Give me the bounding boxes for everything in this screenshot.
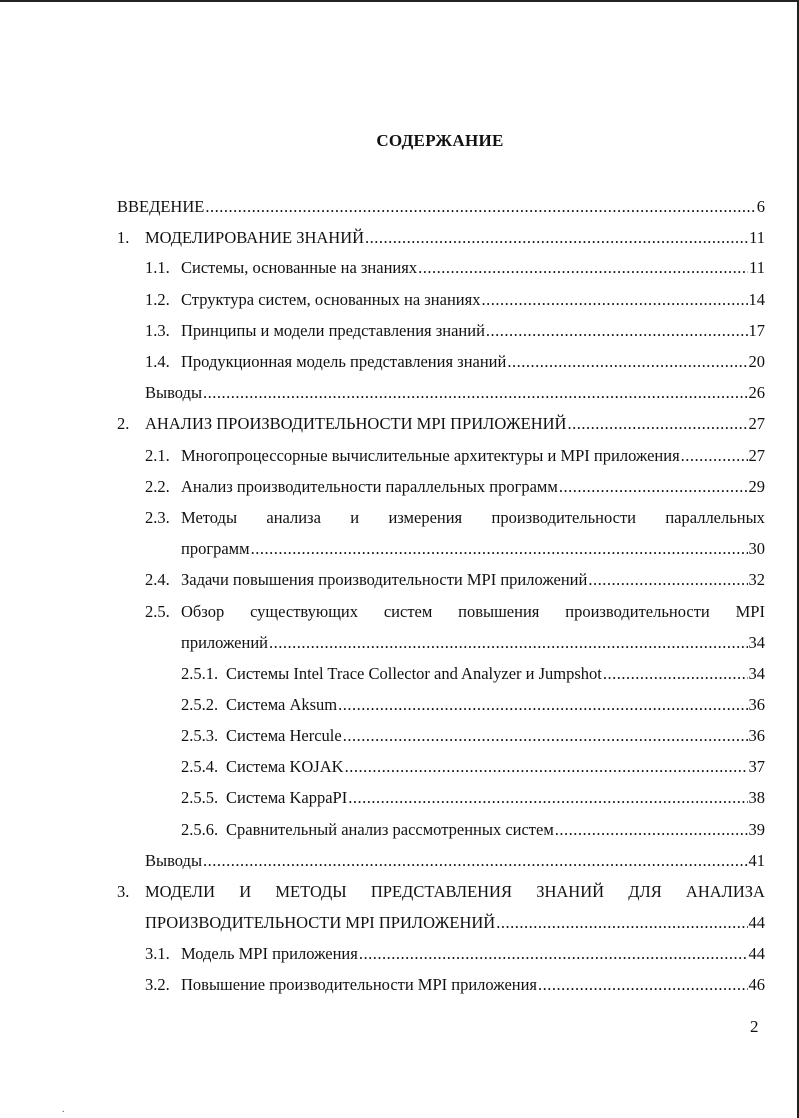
toc-entry [181,975,765,995]
toc-entry-page: 44 [748,944,765,963]
toc-entry [117,197,765,217]
toc-entry-page: 36 [748,726,765,745]
page-title: СОДЕРЖАНИЕ [376,131,504,150]
toc-entry-page: 29 [748,477,765,496]
toc-entry-page: 27 [748,446,765,465]
dot-leader [251,539,748,559]
toc-entry [181,290,765,310]
toc-entry-page: 39 [748,820,765,839]
dot-leader [588,570,747,590]
toc-entry-title: Системы, основанные на знаниях [181,258,418,277]
toc-entry-word: И [239,882,252,901]
toc-entry-title: Повышение производительности MPI приложения [181,975,538,994]
dot-leader [205,197,755,217]
toc-entry-title: Система Aksum [226,695,338,714]
toc-entry-number: 3.1. [145,944,170,963]
toc-entry-word: систем [383,602,433,621]
toc-entry-number: 2. [117,414,130,433]
toc-entry [181,321,765,341]
toc-entry-title-continuation: программ [181,539,250,558]
toc-entry [181,539,765,559]
toc-entry [226,664,765,684]
toc-entry-number: 2.5.4. [181,757,219,776]
scan-mark: . [62,1104,65,1115]
toc-entry-page: 30 [748,539,765,558]
toc-entry-number: 2.5.3. [181,726,219,745]
dot-leader [567,414,747,434]
toc-entry-page: 14 [748,290,765,309]
toc-entry-title: Выводы [145,383,203,402]
toc-entry [226,788,765,808]
dot-leader [507,352,747,372]
toc-entry-word: MPI [735,602,765,621]
dot-leader [343,726,748,746]
toc-entry-word: и [350,508,360,527]
toc-entry-page: 32 [748,570,765,589]
toc-entry-word: ПРЕДСТАВЛЕНИЯ [370,882,512,901]
toc-entry-title-line [181,508,765,528]
toc-entry-title-line [145,882,765,902]
toc-entry-page: 20 [748,352,765,371]
toc-entry-page: 36 [748,695,765,714]
toc-entry-title: Системы Intel Trace Collector and Analyzer и Jumpshot [226,664,602,683]
toc-entry-word: производительности [491,508,636,527]
toc-entry-word: параллельных [665,508,765,527]
toc-entry-title: Анализ производительности параллельных программ [181,477,558,496]
toc-entry [181,446,765,466]
toc-entry-number: 2.5.1. [181,664,219,683]
toc-entry [181,258,765,278]
toc-entry-word: Методы [181,508,238,527]
dot-leader [348,788,747,808]
toc-entry [181,944,765,964]
toc-entry [181,633,765,653]
toc-entry-number: 2.5.2. [181,695,219,714]
toc-entry-title: Принципы и модели представления знаний [181,321,485,340]
toc-entry-title: Выводы [145,851,203,870]
toc-entry-number: 2.2. [145,477,170,496]
toc-entry-word: производительности [565,602,710,621]
toc-entry-title: Сравнительный анализ рассмотренных систем [226,820,554,839]
toc-entry-title-line [181,602,765,622]
toc-entry-page: 11 [749,228,765,247]
toc-entry-number: 1.3. [145,321,170,340]
dot-leader [365,228,748,248]
dot-leader [203,851,747,871]
dot-leader [338,695,747,715]
toc-entry-word: ЗНАНИЙ [536,882,605,901]
toc-entry-page: 38 [748,788,765,807]
toc-entry [145,228,765,248]
toc-entry-number: 1.2. [145,290,170,309]
toc-entry [181,352,765,372]
dot-leader [486,321,748,341]
toc-entry-page: 46 [748,975,765,994]
dot-leader [203,383,747,403]
toc-entry-title: АНАЛИЗ ПРОИЗВОДИТЕЛЬНОСТИ MPI ПРИЛОЖЕНИЙ [145,414,567,433]
toc-entry-title: Многопроцессорные вычислительные архитектуры и MPI приложения [181,446,680,465]
toc-entry-page: 41 [748,851,765,870]
dot-leader [345,757,748,777]
toc-entry-number: 3.2. [145,975,170,994]
toc-entry-page: 6 [756,197,765,216]
toc-entry-title: МОДЕЛИРОВАНИЕ ЗНАНИЙ [145,228,365,247]
toc-entry [145,414,765,434]
toc-entry-title: Система KOJAK [226,757,344,776]
toc-entry-number: 2.5.5. [181,788,219,807]
toc-entry-word: анализа [266,508,321,527]
toc-entry [181,477,765,497]
toc-entry-page: 44 [748,913,765,932]
toc-entry-title: Система Hercule [226,726,342,745]
toc-entry-title: ВВЕДЕНИЕ [117,197,205,216]
toc-entry-title: Задачи повышения производительности MPI приложений [181,570,588,589]
toc-entry-number: 2.1. [145,446,170,465]
toc-entry-title: Продукционная модель представления знаний [181,352,507,371]
toc-entry [145,851,765,871]
dot-leader [269,633,748,653]
toc-entry-page: 34 [748,664,765,683]
toc-entry-page: 27 [748,414,765,433]
toc-entry [226,820,765,840]
dot-leader [418,258,748,278]
dot-leader [681,446,748,466]
toc-entry-word: МЕТОДЫ [275,882,347,901]
toc-entry-title-continuation: приложений [181,633,268,652]
toc-entry-title-continuation: ПРОИЗВОДИТЕЛЬНОСТИ MPI ПРИЛОЖЕНИЙ [145,913,496,932]
toc-entry-word: МОДЕЛИ [145,882,215,901]
dot-leader [555,820,748,840]
toc-entry-page: 37 [748,757,765,776]
toc-entry-page: 17 [748,321,765,340]
toc-entry-word: повышения [458,602,540,621]
toc-entry [226,726,765,746]
toc-entry-title: Система KappaPI [226,788,348,807]
toc-entry-word: ДЛЯ [628,882,662,901]
toc-entry [145,383,765,403]
toc-entry-word: АНАЛИЗА [685,882,765,901]
toc-entry-number: 1.1. [145,258,170,277]
toc-entry-title: Модель MPI приложения [181,944,358,963]
dot-leader [496,913,747,933]
toc-entry-number: 1.4. [145,352,170,371]
toc-entry-page: 26 [748,383,765,402]
toc-entry-word: измерения [388,508,463,527]
toc-entry-word: Обзор [181,602,225,621]
dot-leader [481,290,747,310]
toc-entry [226,695,765,715]
dot-leader [603,664,748,684]
toc-entry-number: 2.5.6. [181,820,219,839]
toc-entry-page: 11 [749,258,765,277]
toc-entry [145,913,765,933]
dot-leader [559,477,748,497]
toc-entry-title: Структура систем, основанных на знаниях [181,290,481,309]
toc-entry-word: существующих [250,602,358,621]
page-number: 2 [750,1017,759,1036]
dot-leader [359,944,748,964]
toc-entry-number: 2.4. [145,570,170,589]
toc-entry [181,570,765,590]
dot-leader [538,975,747,995]
toc-entry [226,757,765,777]
toc-entry-number: 3. [117,882,130,901]
toc-entry-page: 34 [748,633,765,652]
toc-entry-number: 2.3. [145,508,170,527]
toc-entry-number: 2.5. [145,602,170,621]
toc-entry-number: 1. [117,228,130,247]
